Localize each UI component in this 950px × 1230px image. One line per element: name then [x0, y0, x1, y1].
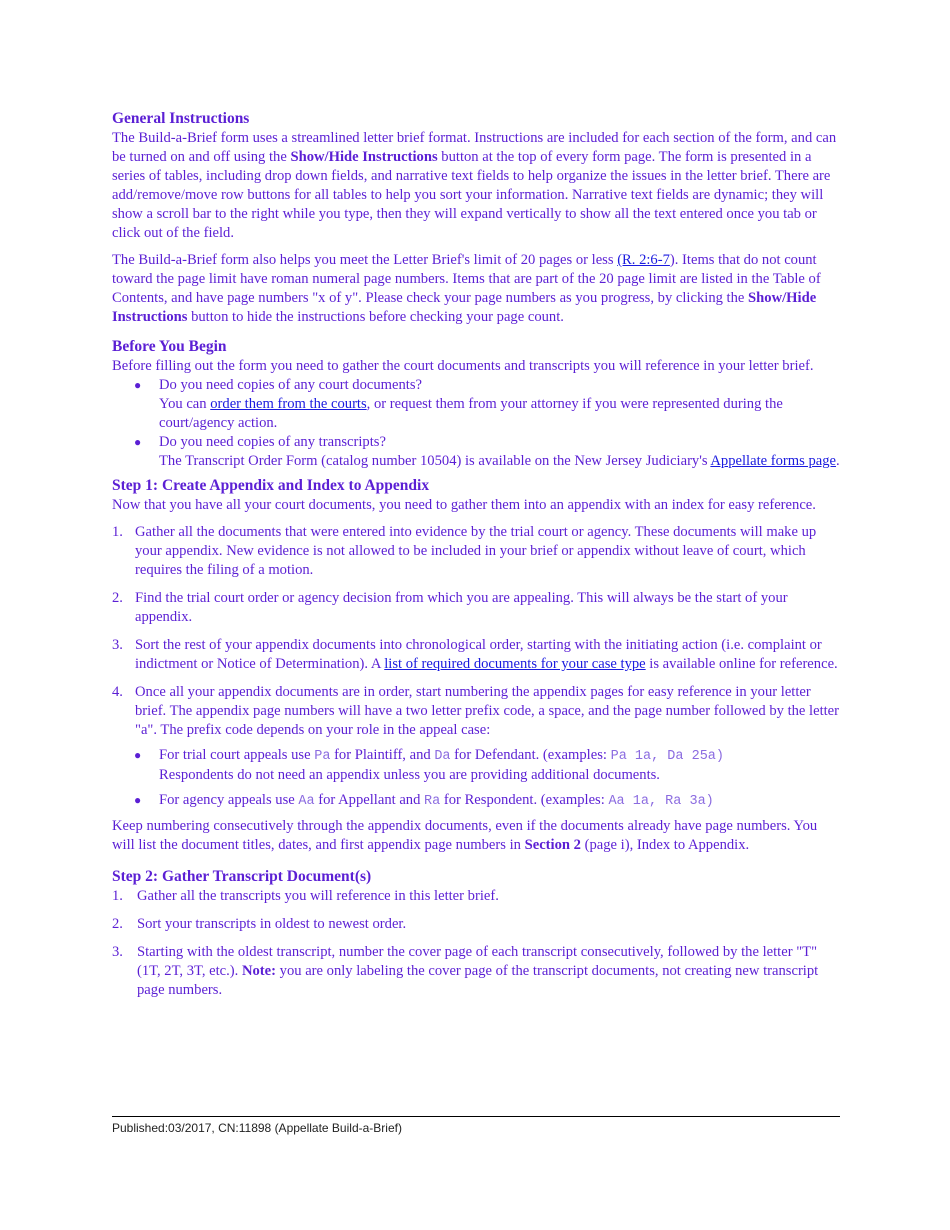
list-item: 4. Once all your appendix documents are in order, start numbering the appendix pages for easy reference in your letter brief. The appendix page numbers will have a two letter prefix code, a space, and the page number followed by the letter "a". The prefix code depends on your role in the appeal case: — [112, 684, 840, 738]
list-item: 1. Gather all the documents that were entered into evidence by the trial court or agency. These documents will make up your appendix. New evidence is not allowed to be included in your brief or appendix without leave of court, which requires the filing of a motion. — [112, 524, 817, 578]
list-item: ● For agency appeals use Aa for Appellant and Ra for Respondent. (examples: Aa 1a, Ra 3a) — [134, 792, 714, 809]
section-heading-general: General Instructions — [112, 110, 250, 127]
list-item: 1. Gather all the transcripts you will reference in this letter brief. — [112, 888, 499, 904]
bold-show-hide-1: Show/Hide Instructions — [290, 149, 438, 165]
section-heading-before: Before You Begin — [112, 338, 227, 355]
document-page — [112, 108, 840, 1009]
bullet-icon: ● — [134, 435, 142, 449]
general-paragraph-1: The Build-a-Brief form uses a streamlined letter brief format. Instructions are included for each section of the form, and can be turned on and off using the Show/Hide Instructions button at the top of every form page. The form is presented in a series of tables, including drop down fields, and narrative text fields to help organize the issues in the letter brief. There are add/remove/move row buttons for all tables to help you sort your information. Narrative text fields are dynamic; they will show a scroll bar to the right while you type, then they will expand vertically to show all the text entered once you tab or click out of the field. — [112, 130, 837, 241]
before-intro: Before filling out the form you need to gather the court documents and transcripts you will reference in your letter brief. — [112, 358, 814, 374]
page-footer: Published:03/2017, CN:11898 (Appellate Build-a-Brief) — [112, 1121, 402, 1135]
list-item: 3. Starting with the oldest transcript, number the cover page of each transcript consecutively, followed by the letter "T" (1T, 2T, 3T, etc.). Note: you are only labeling the cover page of the transcript documents, not creating new transcript page numbers. — [112, 944, 819, 998]
list-item: 2. Find the trial court order or agency decision from which you are appealing. This will always be the start of your appendix. — [112, 590, 788, 625]
bullet-icon: ● — [134, 793, 142, 807]
step1-intro: Now that you have all your court documents, you need to gather them into an appendix with an index for easy reference. — [112, 497, 816, 513]
order-courts-link[interactable]: order them from the courts — [210, 396, 367, 412]
bold-show-hide-2: Show/Hide Instructions — [112, 290, 817, 325]
before-list — [112, 376, 840, 471]
section-heading-step2: Step 2: Gather Transcript Document(s) — [112, 868, 372, 885]
step1-outro: Keep numbering consecutively through the appendix documents, even if the documents already have page numbers. You will list the document titles, dates, and first appendix page numbers in Section 2 (page i), Index to Appendix. — [112, 818, 818, 853]
section-heading-step1: Step 1: Create Appendix and Index to Appendix — [112, 477, 430, 494]
bullet-icon: ● — [134, 378, 142, 392]
list-item: ● Do you need copies of any court documents? You can order them from the courts, or request them from your attorney if you were represented during the court/agency action. — [134, 377, 783, 431]
footer-rule — [112, 1116, 840, 1117]
list-item: ● For trial court appeals use Pa for Plaintiff, and Da for Defendant. (examples: Pa 1a, Da 25a) Respondents do not need an appendix unless you are providing additional documents. — [134, 747, 725, 783]
prefix-list — [112, 746, 840, 811]
general-paragraph-2: The Build-a-Brief form also helps you meet the Letter Brief's limit of 20 pages or less (R. 2:6-7). Items that do not count toward the page limit have roman numeral page numbers. Items that are part of the 20 page limit are listed in the Table of Contents, and have page numbers "x of y". Please check your page numbers as you progress, by clicking the Show/Hide Instructions button to hide the instructions before checking your page count. — [112, 252, 821, 325]
list-item: 2. Sort your transcripts in oldest to newest order. — [112, 916, 407, 932]
list-item: ● Do you need copies of any transcripts? The Transcript Order Form (catalog number 10504) is available on the New Jersey Judiciary's Appellate forms page. — [134, 434, 840, 469]
rule-link[interactable]: (R. 2:6-7 — [617, 252, 670, 268]
bullet-icon: ● — [134, 748, 142, 762]
required-documents-link[interactable]: list of required documents for your case type — [384, 656, 646, 672]
appellate-forms-link[interactable]: Appellate forms page — [710, 453, 837, 469]
list-item: 3. Sort the rest of your appendix documents into chronological order, starting with the initiating action (i.e. complaint or indictment or Notice of Determination). A list of required documents for your case type is available online for reference. — [112, 637, 838, 672]
